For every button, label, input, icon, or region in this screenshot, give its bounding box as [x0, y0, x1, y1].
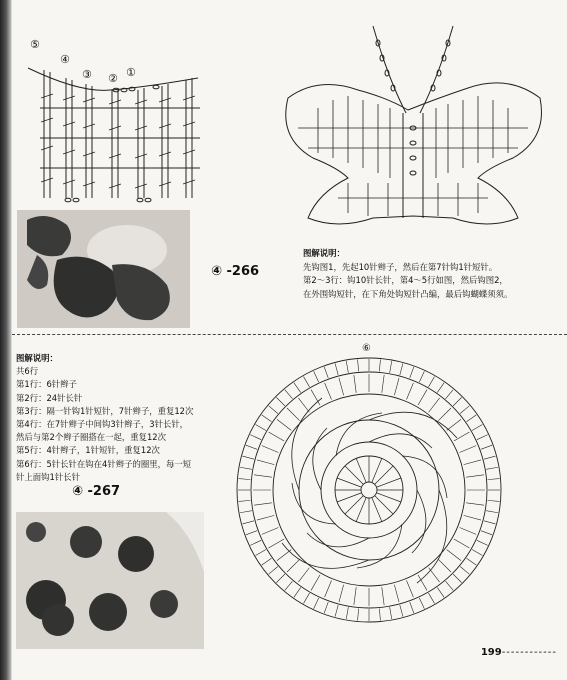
stitch-mark [262, 558, 272, 565]
pattern-266-notes [303, 247, 512, 301]
stitch-mark [407, 383, 414, 400]
stitch-mark [437, 587, 444, 597]
stitch-mark [454, 432, 470, 441]
stitch-mark [262, 446, 279, 453]
stitch-mark [418, 390, 427, 406]
stitch-mark [484, 521, 496, 524]
stitch-mark [454, 539, 470, 548]
stitch-mark [400, 605, 403, 617]
stitch-mark [256, 425, 266, 431]
stitch-mark [269, 566, 278, 574]
butterfly-chart-1 [20, 38, 210, 208]
row-label-2: ② [108, 72, 118, 85]
note-line: 第4行：在7针辫子中间钩3针辫子，3针长针， [16, 419, 189, 430]
stitch-mark [287, 408, 300, 421]
stitch-mark [238, 500, 250, 501]
stitch-mark [269, 539, 285, 548]
stitch-mark [304, 593, 310, 603]
stitch-mark [453, 574, 461, 582]
stitch-mark [466, 503, 484, 505]
stitch-mark [394, 585, 399, 602]
notes-title: 图解说明： [303, 248, 345, 258]
pattern-266-number: ④ -266 [211, 264, 260, 279]
butterfly-photo [17, 210, 190, 328]
stitch-mark [418, 575, 427, 591]
row-label-1: ① [126, 66, 136, 79]
stitch-mark [250, 540, 261, 545]
stitch-mark [419, 598, 424, 609]
stitch-mark [488, 500, 500, 501]
row-label-4: ④ [60, 53, 70, 66]
stitch-mark [484, 456, 496, 459]
round-crochet-chart [232, 338, 512, 638]
stitch-mark [429, 593, 435, 603]
stitch-mark [379, 609, 380, 621]
stitch-mark [254, 503, 272, 505]
stitch-mark [354, 587, 356, 605]
stitch-mark [472, 425, 482, 431]
stitch-mark [240, 467, 252, 469]
note-line: 第1行：6针辫子 [16, 379, 77, 390]
note-line: 第2行：24针长针 [16, 392, 83, 403]
stitch-mark [285, 390, 293, 399]
stitch-mark [242, 456, 254, 459]
stitch-mark [339, 378, 344, 395]
stitch-mark [335, 363, 338, 375]
stitch-mark [358, 359, 359, 371]
stitch-mark [298, 398, 309, 412]
row-label-5: ⑤ [30, 38, 40, 51]
stitch-mark [262, 415, 272, 422]
note-line: 在外围钩短针，在下角处钩短针凸编，最后钩蝴蝶须须。 [303, 288, 513, 299]
note-line: 然后与第2个辫子圈搭在一起，重复12次 [16, 432, 166, 443]
stitch-mark [477, 540, 488, 545]
stitch-mark [410, 602, 414, 613]
stitch-mark [488, 479, 500, 480]
section-divider [12, 334, 567, 335]
stitch-mark [285, 581, 293, 590]
stitch-mark [262, 528, 279, 535]
note-line: 共6行 [16, 366, 39, 377]
stitch-mark [445, 581, 453, 590]
stitch-mark [419, 371, 424, 382]
stitch-mark [460, 528, 477, 535]
stitch-mark [335, 605, 338, 617]
stitch-mark [407, 581, 414, 598]
stitch-mark [304, 377, 310, 387]
stitch-mark [257, 515, 274, 520]
stitch-mark [486, 511, 498, 513]
stitch-mark [324, 602, 328, 613]
stitch-mark [466, 558, 476, 565]
stitch-mark [298, 568, 309, 582]
stitch-mark [246, 531, 257, 535]
note-line: 针上面钩1针长针 [16, 471, 80, 482]
pattern-267-number: ④ -267 [72, 484, 121, 499]
stitch-mark [486, 467, 498, 469]
note-line: 第6行：5针长针在钩在4针辫子的圈里，每一短 [16, 458, 192, 469]
note-line: 先钩图1，先起10针辫子，然后在第7针钩1针短针。 [303, 261, 498, 272]
stitch-mark [382, 587, 384, 605]
stitch-mark [311, 575, 320, 591]
stitch-mark [400, 363, 403, 375]
flower-photo [16, 512, 204, 649]
stitch-mark [438, 559, 451, 572]
stitch-mark [277, 550, 291, 561]
notes-title: 图解说明： [16, 353, 58, 363]
stitch-mark [339, 585, 344, 602]
stitch-mark [437, 383, 444, 393]
stitch-mark [394, 378, 399, 395]
stitch-mark [324, 367, 328, 378]
stitch-mark [472, 550, 482, 556]
stitch-mark [464, 460, 481, 465]
stitch-mark [382, 375, 384, 393]
stitch-mark [325, 581, 332, 598]
stitch-mark [481, 531, 492, 535]
stitch-mark [447, 550, 461, 561]
stitch-mark [242, 521, 254, 524]
note-line: 第5行：4针辫子，1针短针，重复12次 [16, 445, 160, 456]
stitch-mark [276, 397, 284, 405]
stitch-mark [346, 607, 348, 619]
stitch-mark [314, 598, 319, 609]
stitch-mark [481, 445, 492, 449]
butterfly-chart-2 [278, 18, 548, 233]
stitch-mark [346, 361, 348, 373]
stitch-mark [464, 515, 481, 520]
stitch-mark [390, 607, 392, 619]
stitch-mark [358, 609, 359, 621]
note-line: 第2～3行：钩10针长针，第4～5行如图，然后钩图2， [303, 275, 508, 285]
stitch-mark [257, 460, 274, 465]
stitch-mark [460, 406, 469, 414]
stitch-mark [410, 367, 414, 378]
stitch-mark [453, 397, 461, 405]
stitch-mark [466, 475, 484, 477]
stitch-mark [277, 419, 291, 430]
stitch-mark [238, 479, 250, 480]
stitch-mark [429, 398, 440, 412]
pattern-267-notes [16, 352, 193, 484]
stitch-mark [466, 415, 476, 422]
stitch-mark [254, 475, 272, 477]
stitch-mark [276, 574, 284, 582]
page-number: 199------------ [480, 647, 557, 658]
stitch-mark [447, 419, 461, 430]
stitch-mark [240, 511, 252, 513]
stitch-mark [314, 371, 319, 382]
stitch-mark [269, 406, 278, 414]
stitch-mark [287, 559, 300, 572]
stitch-mark [311, 390, 320, 406]
stitch-mark [445, 390, 453, 399]
stitch-mark [477, 435, 488, 440]
stitch-mark [379, 359, 380, 371]
stitch-mark [250, 435, 261, 440]
stitch-mark [294, 383, 301, 393]
stitch-mark [325, 383, 332, 400]
stitch-mark [294, 587, 301, 597]
stitch-mark [256, 550, 266, 556]
stitch-mark [460, 566, 469, 574]
row-label-3: ③ [82, 68, 92, 81]
round-label-6: ⑥ [362, 343, 371, 354]
book-spine-shadow [0, 0, 12, 680]
stitch-mark [246, 445, 257, 449]
stitch-mark [429, 568, 440, 582]
page-number-text: 199 [480, 647, 502, 658]
stitch-mark [438, 408, 451, 421]
stitch-mark [390, 361, 392, 373]
stitch-mark [429, 377, 435, 387]
stitch-mark [354, 375, 356, 393]
note-line: 第3行：隔一针钩1针短针，7针辫子，重复12次 [16, 405, 194, 416]
stitch-mark [269, 432, 285, 441]
stitch-mark [460, 446, 477, 453]
